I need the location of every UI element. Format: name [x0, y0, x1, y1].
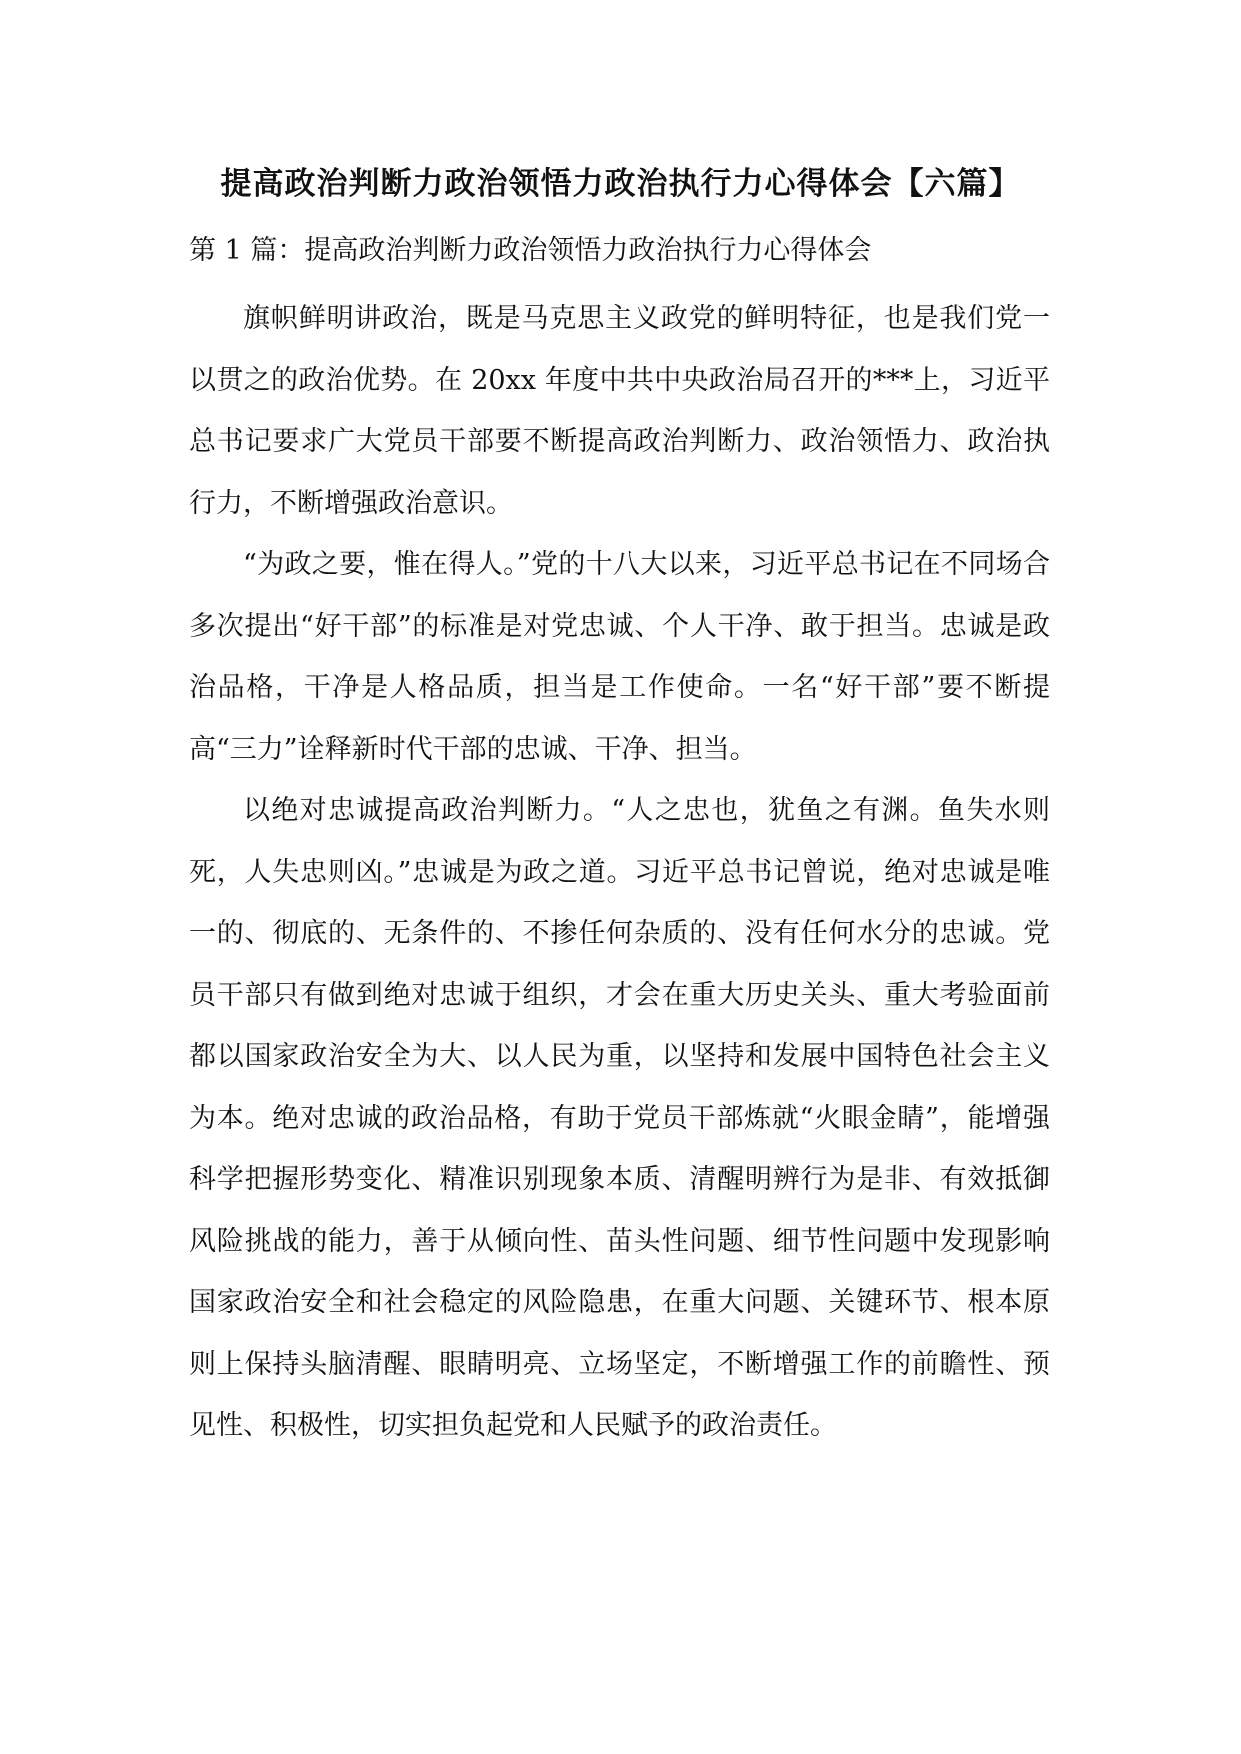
section-title: 第 1 篇：提高政治判断力政治领悟力政治执行力心得体会: [189, 235, 872, 266]
document-body: [189, 288, 1050, 1457]
paragraph-1: 旗帜鲜明讲政治，既是马克思主义政党的鲜明特征，也是我们党一以贯之的政治优势。在 20xx 年度中共中央政治局召开的***上，习近平总书记要求广大党员干部要不断提高政治判断力、政治领悟力、政治执行力，不断增强政治意识。: [189, 303, 1050, 519]
document-title: 提高政治判断力政治领悟力政治执行力心得体会【六篇】: [220, 166, 1021, 202]
paragraph-2: “为政之要，惟在得人。”党的十八大以来，习近平总书记在不同场合多次提出“好干部”的标准是对党忠诚、个人干净、敢于担当。忠诚是政治品格，干净是人格品质，担当是工作使命。一名“好干部”要不断提高“三力”诠释新时代干部的忠诚、干净、担当。: [189, 549, 1050, 765]
paragraph-3: 以绝对忠诚提高政治判断力。“人之忠也，犹鱼之有渊。鱼失水则死，人失忠则凶。”忠诚是为政之道。习近平总书记曾说，绝对忠诚是唯一的、彻底的、无条件的、不掺任何杂质的、没有任何水分的忠诚。党员干部只有做到绝对忠诚于组织，才会在重大历史关头、重大考验面前都以国家政治安全为大、以人民为重，以坚持和发展中国特色社会主义为本。绝对忠诚的政治品格，有助于党员干部炼就“火眼金睛”，能增强科学把握形势变化、精准识别现象本质、清醒明辨行为是非、有效抵御风险挑战的能力，善于从倾向性、苗头性问题、细节性问题中发现影响国家政治安全和社会稳定的风险隐患，在重大问题、关键环节、根本原则上保持头脑清醒、眼睛明亮、立场坚定，不断增强工作的前瞻性、预见性、积极性，切实担负起党和人民赋予的政治责任。: [189, 795, 1050, 1441]
